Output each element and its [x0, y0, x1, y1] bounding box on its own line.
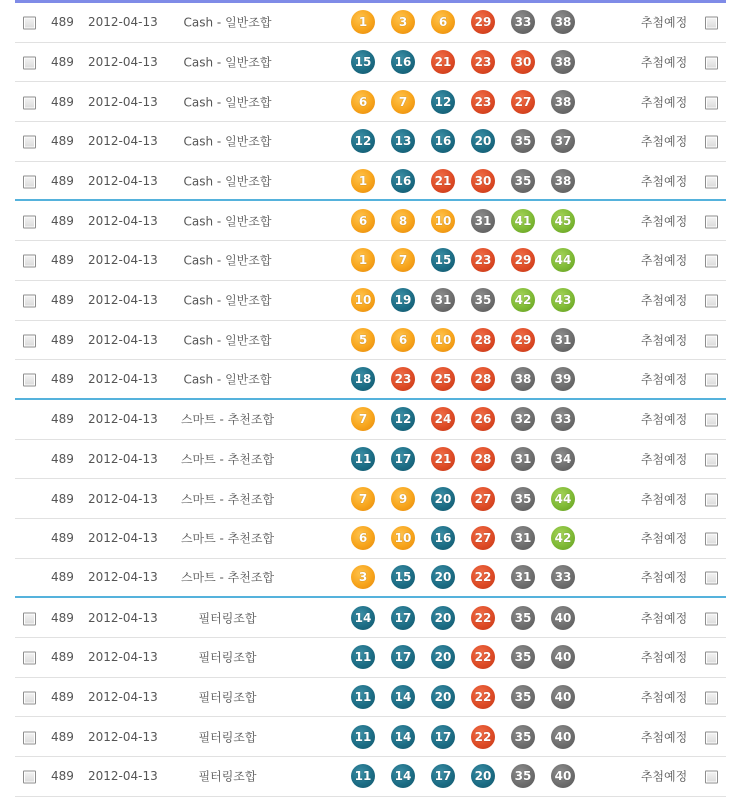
lotto-ball: 40	[551, 764, 575, 788]
lotto-ball: 17	[391, 606, 415, 630]
round-number: 489	[51, 94, 74, 109]
lotto-ball: 11	[351, 725, 375, 749]
lotto-ball: 22	[471, 565, 495, 589]
combination-type: 필터링조합	[198, 650, 257, 665]
lotto-ball: 33	[551, 565, 575, 589]
draw-status: 추첨예정	[640, 412, 688, 427]
draw-status: 추첨예정	[640, 333, 688, 348]
row-action-checkbox[interactable]	[705, 451, 718, 466]
table-row	[15, 638, 726, 678]
lotto-ball: 20	[471, 764, 495, 788]
row-action-checkbox[interactable]	[705, 253, 718, 268]
lotto-ball: 17	[431, 764, 455, 788]
draw-status: 추첨예정	[640, 15, 688, 30]
draw-status: 추첨예정	[640, 492, 688, 507]
draw-status: 추첨예정	[640, 214, 688, 229]
lotto-ball: 40	[551, 685, 575, 709]
lotto-ball: 29	[471, 10, 495, 34]
table-row	[15, 440, 726, 480]
draw-status: 추첨예정	[640, 253, 688, 268]
purchase-date: 2012-04-13	[88, 610, 158, 625]
combination-type: 필터링조합	[198, 769, 257, 784]
lotto-ball: 6	[391, 328, 415, 352]
lotto-ball: 12	[351, 129, 375, 153]
lotto-ball: 10	[351, 288, 375, 312]
row-select-checkbox[interactable]	[23, 769, 36, 784]
row-select-checkbox[interactable]	[23, 729, 36, 744]
lotto-ball: 12	[431, 90, 455, 114]
purchase-date: 2012-04-13	[88, 729, 158, 744]
row-select-checkbox[interactable]	[23, 213, 36, 228]
combination-type: Cash - 일반조합	[183, 55, 272, 70]
lotto-ball: 35	[471, 288, 495, 312]
lotto-ball: 10	[431, 209, 455, 233]
lotto-ball: 5	[351, 328, 375, 352]
row-action-checkbox[interactable]	[705, 173, 718, 188]
lotto-ball: 1	[351, 248, 375, 272]
round-number: 489	[51, 690, 74, 705]
lotto-ball: 30	[511, 50, 535, 74]
lotto-ball: 31	[471, 209, 495, 233]
combination-type: 필터링조합	[198, 611, 257, 626]
lotto-ball: 31	[431, 288, 455, 312]
lotto-ball: 10	[431, 328, 455, 352]
combination-type: 스마트 - 추천조합	[180, 492, 275, 507]
draw-status: 추첨예정	[640, 95, 688, 110]
lotto-ball: 7	[351, 487, 375, 511]
lotto-ball: 3	[391, 10, 415, 34]
row-select-checkbox[interactable]	[23, 94, 36, 109]
round-number: 489	[51, 213, 74, 228]
draw-status: 추첨예정	[640, 134, 688, 149]
purchase-date: 2012-04-13	[88, 15, 158, 30]
lotto-ball: 22	[471, 725, 495, 749]
purchase-date: 2012-04-13	[88, 451, 158, 466]
lotto-ball: 12	[391, 407, 415, 431]
table-row	[15, 122, 726, 162]
lotto-ball: 14	[351, 606, 375, 630]
row-action-checkbox[interactable]	[705, 332, 718, 347]
lotto-ball: 15	[391, 565, 415, 589]
row-select-checkbox[interactable]	[23, 610, 36, 625]
lotto-ball: 38	[551, 50, 575, 74]
lotto-ball: 23	[391, 367, 415, 391]
lotto-ball: 16	[431, 526, 455, 550]
row-action-checkbox[interactable]	[705, 55, 718, 70]
round-number: 489	[51, 650, 74, 665]
row-select-checkbox[interactable]	[23, 332, 36, 347]
purchase-date: 2012-04-13	[88, 253, 158, 268]
lotto-ball: 29	[511, 328, 535, 352]
lotto-ball: 23	[471, 90, 495, 114]
table-row	[15, 360, 726, 400]
round-number: 489	[51, 570, 74, 585]
row-action-checkbox[interactable]	[705, 729, 718, 744]
table-row	[15, 162, 726, 202]
lotto-ball: 16	[431, 129, 455, 153]
round-number: 489	[51, 332, 74, 347]
combination-type: Cash - 일반조합	[183, 333, 272, 348]
table-row	[15, 519, 726, 559]
draw-status: 추첨예정	[640, 293, 688, 308]
table-row	[15, 3, 726, 43]
draw-status: 추첨예정	[640, 452, 688, 467]
draw-status: 추첨예정	[640, 174, 688, 189]
lotto-ball: 11	[351, 764, 375, 788]
row-action-checkbox[interactable]	[705, 491, 718, 506]
combination-type: Cash - 일반조합	[183, 95, 272, 110]
draw-status: 추첨예정	[640, 730, 688, 745]
combination-type: 필터링조합	[198, 730, 257, 745]
draw-status: 추첨예정	[640, 690, 688, 705]
table-row	[15, 717, 726, 757]
combination-type: Cash - 일반조합	[183, 253, 272, 268]
purchase-date: 2012-04-13	[88, 55, 158, 70]
lotto-ball: 11	[351, 645, 375, 669]
row-action-checkbox[interactable]	[705, 213, 718, 228]
purchase-date: 2012-04-13	[88, 173, 158, 188]
combination-type: Cash - 일반조합	[183, 214, 272, 229]
row-action-checkbox[interactable]	[705, 690, 718, 705]
purchase-date: 2012-04-13	[88, 570, 158, 585]
lotto-ball: 38	[551, 90, 575, 114]
table-row	[15, 678, 726, 718]
lotto-ball: 9	[391, 487, 415, 511]
row-action-checkbox[interactable]	[705, 293, 718, 308]
combination-type: Cash - 일반조합	[183, 372, 272, 387]
lotto-ball: 17	[391, 645, 415, 669]
table-row	[15, 559, 726, 599]
lotto-ball: 18	[351, 367, 375, 391]
lotto-ball: 30	[471, 169, 495, 193]
lotto-ball: 14	[391, 725, 415, 749]
lotto-ball: 34	[551, 447, 575, 471]
round-number: 489	[51, 412, 74, 427]
purchase-date: 2012-04-13	[88, 213, 158, 228]
lotto-ball: 31	[511, 526, 535, 550]
table-row	[15, 598, 726, 638]
lotto-ball: 20	[431, 487, 455, 511]
lotto-ball: 35	[511, 606, 535, 630]
lotto-ball: 23	[471, 248, 495, 272]
round-number: 489	[51, 769, 74, 784]
combination-type: 스마트 - 추천조합	[180, 412, 275, 427]
row-action-checkbox[interactable]	[705, 650, 718, 665]
purchase-date: 2012-04-13	[88, 332, 158, 347]
purchase-date: 2012-04-13	[88, 531, 158, 546]
lotto-ball: 42	[551, 526, 575, 550]
purchase-date: 2012-04-13	[88, 491, 158, 506]
row-action-checkbox[interactable]	[705, 610, 718, 625]
lotto-ball: 6	[351, 526, 375, 550]
round-number: 489	[51, 610, 74, 625]
lotto-ball: 17	[431, 725, 455, 749]
lotto-ball: 21	[431, 50, 455, 74]
table-row	[15, 241, 726, 281]
lotto-ball: 32	[511, 407, 535, 431]
row-action-checkbox[interactable]	[705, 570, 718, 585]
lotto-ball: 6	[431, 10, 455, 34]
lotto-ball: 7	[391, 248, 415, 272]
lotto-ball: 1	[351, 169, 375, 193]
purchase-date: 2012-04-13	[88, 94, 158, 109]
round-number: 489	[51, 372, 74, 387]
lotto-ball: 24	[431, 407, 455, 431]
draw-status: 추첨예정	[640, 531, 688, 546]
lotto-ball: 37	[551, 129, 575, 153]
lotto-ball: 19	[391, 288, 415, 312]
lotto-ball: 21	[431, 169, 455, 193]
purchase-date: 2012-04-13	[88, 293, 158, 308]
lotto-ball: 11	[351, 685, 375, 709]
lotto-ball: 22	[471, 685, 495, 709]
lotto-ball: 15	[431, 248, 455, 272]
lotto-ball: 35	[511, 487, 535, 511]
row-action-checkbox[interactable]	[705, 531, 718, 546]
lotto-ball: 20	[431, 645, 455, 669]
lotto-ball: 38	[551, 169, 575, 193]
round-number: 489	[51, 15, 74, 30]
lotto-ball: 28	[471, 367, 495, 391]
row-action-checkbox[interactable]	[705, 134, 718, 149]
lotto-ball: 10	[391, 526, 415, 550]
row-action-checkbox[interactable]	[705, 769, 718, 784]
lotto-ball: 27	[471, 487, 495, 511]
lotto-ball: 20	[471, 129, 495, 153]
lotto-ball: 44	[551, 248, 575, 272]
row-action-checkbox[interactable]	[705, 372, 718, 387]
combination-type: Cash - 일반조합	[183, 15, 272, 30]
combination-type: Cash - 일반조합	[183, 134, 272, 149]
lotto-ball: 1	[351, 10, 375, 34]
purchase-date: 2012-04-13	[88, 769, 158, 784]
lotto-ball: 20	[431, 565, 455, 589]
draw-status: 추첨예정	[640, 570, 688, 585]
row-select-checkbox[interactable]	[23, 55, 36, 70]
table-row	[15, 479, 726, 519]
purchase-date: 2012-04-13	[88, 412, 158, 427]
table-row	[15, 400, 726, 440]
table-row	[15, 281, 726, 321]
lotto-ticket-table	[15, 0, 726, 797]
row-select-checkbox[interactable]	[23, 293, 36, 308]
lotto-ball: 15	[351, 50, 375, 74]
lotto-ball: 16	[391, 50, 415, 74]
draw-status: 추첨예정	[640, 372, 688, 387]
purchase-date: 2012-04-13	[88, 134, 158, 149]
row-select-checkbox[interactable]	[23, 134, 36, 149]
lotto-ball: 27	[511, 90, 535, 114]
round-number: 489	[51, 173, 74, 188]
combination-type: Cash - 일반조합	[183, 293, 272, 308]
lotto-ball: 7	[351, 407, 375, 431]
lotto-ball: 6	[351, 90, 375, 114]
row-select-checkbox[interactable]	[23, 253, 36, 268]
lotto-ball: 38	[511, 367, 535, 391]
lotto-ball: 35	[511, 725, 535, 749]
round-number: 489	[51, 491, 74, 506]
lotto-ball: 35	[511, 764, 535, 788]
purchase-date: 2012-04-13	[88, 650, 158, 665]
draw-status: 추첨예정	[640, 650, 688, 665]
round-number: 489	[51, 729, 74, 744]
table-row	[15, 321, 726, 361]
round-number: 489	[51, 451, 74, 466]
lotto-ball: 35	[511, 129, 535, 153]
row-action-checkbox[interactable]	[705, 15, 718, 30]
combination-type: Cash - 일반조합	[183, 174, 272, 189]
lotto-ball: 13	[391, 129, 415, 153]
lotto-ball: 40	[551, 606, 575, 630]
lotto-ball: 21	[431, 447, 455, 471]
row-select-checkbox[interactable]	[23, 650, 36, 665]
table-row	[15, 82, 726, 122]
lotto-ball: 20	[431, 606, 455, 630]
lotto-ball: 33	[551, 407, 575, 431]
lotto-ball: 35	[511, 645, 535, 669]
table-row	[15, 201, 726, 241]
lotto-ball: 43	[551, 288, 575, 312]
round-number: 489	[51, 134, 74, 149]
row-select-checkbox[interactable]	[23, 173, 36, 188]
lotto-ball: 28	[471, 328, 495, 352]
lotto-ball: 33	[511, 10, 535, 34]
combination-type: 스마트 - 추천조합	[180, 531, 275, 546]
lotto-ball: 22	[471, 645, 495, 669]
purchase-date: 2012-04-13	[88, 372, 158, 387]
ticket-rows	[15, 3, 726, 797]
lotto-ball: 26	[471, 407, 495, 431]
round-number: 489	[51, 531, 74, 546]
lotto-ball: 14	[391, 685, 415, 709]
lotto-ball: 31	[511, 565, 535, 589]
table-row	[15, 757, 726, 797]
lotto-ball: 38	[551, 10, 575, 34]
lotto-ball: 31	[551, 328, 575, 352]
row-action-checkbox[interactable]	[705, 94, 718, 109]
lotto-ball: 6	[351, 209, 375, 233]
lotto-ball: 29	[511, 248, 535, 272]
lotto-ball: 41	[511, 209, 535, 233]
lotto-ball: 45	[551, 209, 575, 233]
lotto-ball: 40	[551, 725, 575, 749]
lotto-ball: 11	[351, 447, 375, 471]
purchase-date: 2012-04-13	[88, 690, 158, 705]
row-action-checkbox[interactable]	[705, 412, 718, 427]
row-select-checkbox[interactable]	[23, 15, 36, 30]
lotto-ball: 17	[391, 447, 415, 471]
round-number: 489	[51, 55, 74, 70]
row-select-checkbox[interactable]	[23, 372, 36, 387]
lotto-ball: 31	[511, 447, 535, 471]
lotto-ball: 8	[391, 209, 415, 233]
lotto-ball: 16	[391, 169, 415, 193]
lotto-ball: 3	[351, 565, 375, 589]
lotto-ball: 14	[391, 764, 415, 788]
lotto-ball: 42	[511, 288, 535, 312]
combination-type: 스마트 - 추천조합	[180, 570, 275, 585]
table-row	[15, 43, 726, 83]
lotto-ball: 44	[551, 487, 575, 511]
round-number: 489	[51, 293, 74, 308]
lotto-ball: 28	[471, 447, 495, 471]
draw-status: 추첨예정	[640, 55, 688, 70]
lotto-ball: 23	[471, 50, 495, 74]
lotto-ball: 20	[431, 685, 455, 709]
lotto-ball: 25	[431, 367, 455, 391]
lotto-ball: 35	[511, 169, 535, 193]
combination-type: 스마트 - 추천조합	[180, 452, 275, 467]
lotto-ball: 39	[551, 367, 575, 391]
combination-type: 필터링조합	[198, 690, 257, 705]
lotto-ball: 40	[551, 645, 575, 669]
lotto-ball: 22	[471, 606, 495, 630]
lotto-ball: 7	[391, 90, 415, 114]
lotto-ball: 27	[471, 526, 495, 550]
draw-status: 추첨예정	[640, 769, 688, 784]
lotto-ball: 35	[511, 685, 535, 709]
draw-status: 추첨예정	[640, 611, 688, 626]
round-number: 489	[51, 253, 74, 268]
row-select-checkbox[interactable]	[23, 690, 36, 705]
